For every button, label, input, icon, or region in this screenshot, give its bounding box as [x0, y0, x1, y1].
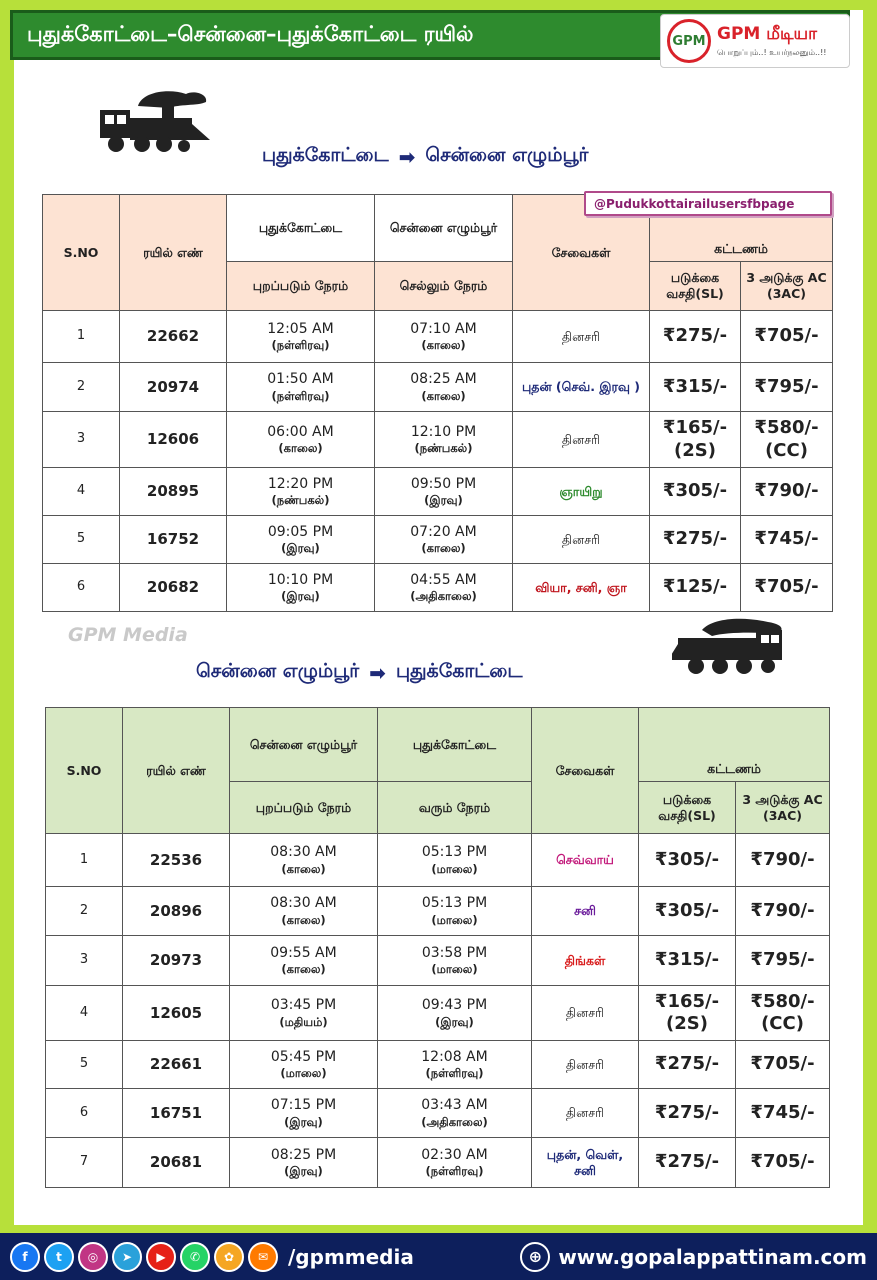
cell-departure — [230, 986, 378, 1041]
arrival-period: (மாலை) — [431, 962, 478, 977]
cell-fare-sl: ₹275/- — [650, 516, 741, 564]
table-row — [43, 311, 833, 363]
header-fare: கட்டணம் — [650, 195, 833, 262]
arrival-time: 05:13 PM — [421, 895, 488, 912]
arrival-time: 03:58 PM — [421, 944, 488, 961]
cell-fare-sl: ₹275/- — [639, 1089, 736, 1138]
header-station-from: சென்னை எழும்பூர் — [230, 708, 378, 782]
cell-fare-sl: ₹315/- — [650, 363, 741, 412]
cell-departure — [230, 936, 378, 986]
header-station-from: புதுக்கோட்டை — [227, 195, 375, 262]
instagram-icon[interactable]: ◎ — [78, 1242, 108, 1272]
header-departure-time: புறப்படும் நேரம் — [230, 782, 378, 834]
cell-sno: 2 — [46, 887, 123, 936]
header-fare-3ac: 3 அடுக்கு AC (3AC) — [741, 262, 833, 311]
table-row — [43, 516, 833, 564]
arrival-time: 04:55 AM — [410, 571, 477, 588]
cell-arrival — [378, 986, 532, 1041]
footer-bar — [0, 1233, 877, 1280]
arrival-period: (நள்ளிரவு) — [425, 1164, 484, 1179]
cell-fare-sl: ₹305/- — [650, 468, 741, 516]
arrival-period: (அதிகாலை) — [410, 589, 477, 604]
cell-arrival — [378, 887, 532, 936]
route-from: சென்னை எழும்பூர் — [196, 660, 360, 682]
arrival-time: 05:13 PM — [421, 844, 488, 861]
cell-services: தினசரி — [513, 412, 650, 468]
header-sno: S.NO — [46, 708, 123, 834]
departure-period: (மாலை) — [280, 1066, 327, 1081]
cell-sno: 5 — [43, 516, 120, 564]
arrival-time: 02:30 AM — [421, 1146, 488, 1163]
whatsapp-icon[interactable]: ✆ — [180, 1242, 210, 1272]
fb-page-handle-text: @Pudukkottairailusersfbpage — [594, 196, 795, 211]
cell-train-number: 22536 — [123, 834, 230, 887]
table-row — [46, 936, 830, 986]
arrival-period: (நள்ளிரவு) — [425, 1066, 484, 1081]
cell-departure — [230, 1041, 378, 1089]
header-station-to: புதுக்கோட்டை — [378, 708, 532, 782]
twitter-icon[interactable]: t — [44, 1242, 74, 1272]
arrow-right-icon: ➡ — [369, 660, 386, 685]
departure-period: (காலை) — [281, 962, 326, 977]
cell-sno: 1 — [46, 834, 123, 887]
cell-arrival — [378, 936, 532, 986]
route-from: புதுக்கோட்டை — [262, 144, 389, 166]
cell-fare-sl: ₹275/- — [639, 1041, 736, 1089]
departure-time: 03:45 PM — [270, 997, 337, 1014]
cell-services: தினசரி — [532, 986, 639, 1041]
arrival-period: (காலை) — [421, 541, 466, 556]
arrival-time: 12:10 PM — [410, 423, 477, 440]
cell-departure — [230, 834, 378, 887]
footer-website-text: www.gopalappattinam.com — [558, 1244, 867, 1269]
timetable-chennai-to-pudukkottai — [45, 707, 830, 1188]
table-row — [46, 986, 830, 1041]
cell-departure — [227, 311, 375, 363]
arrival-time: 08:25 AM — [410, 371, 477, 388]
cell-arrival — [375, 363, 513, 412]
departure-period: (நண்பகல்) — [271, 493, 330, 508]
cell-train-number: 22662 — [120, 311, 227, 363]
departure-time: 12:05 AM — [267, 320, 334, 337]
watermark: GPM Media — [68, 624, 188, 646]
departure-time: 08:30 AM — [270, 895, 337, 912]
cell-arrival — [378, 834, 532, 887]
cell-fare-sl: ₹165/- (2S) — [650, 412, 741, 468]
header-services: சேவைகள் — [532, 708, 639, 834]
header-fare-3ac: 3 அடுக்கு AC (3AC) — [736, 782, 830, 834]
arrival-time: 09:43 PM — [421, 997, 488, 1014]
header-train-no: ரயில் எண் — [123, 708, 230, 834]
cell-arrival — [375, 412, 513, 468]
cell-sno: 6 — [46, 1089, 123, 1138]
departure-period: (மதியம்) — [279, 1014, 328, 1029]
header-departure-time: புறப்படும் நேரம் — [227, 262, 375, 311]
cell-departure — [227, 412, 375, 468]
departure-period: (இரவு) — [281, 589, 320, 604]
table-row — [43, 468, 833, 516]
departure-time: 10:10 PM — [267, 571, 334, 588]
cell-arrival — [375, 311, 513, 363]
departure-period: (காலை) — [278, 441, 323, 456]
cell-arrival — [378, 1089, 532, 1138]
sharechat-icon[interactable]: ✿ — [214, 1242, 244, 1272]
departure-period: (நள்ளிரவு) — [271, 338, 330, 353]
departure-period: (இரவு) — [284, 1114, 323, 1129]
cell-services: புதன், வெள், சனி — [532, 1138, 639, 1188]
departure-period: (இரவு) — [284, 1164, 323, 1179]
arrival-period: (மாலை) — [431, 912, 478, 927]
cell-services: புதன் (செவ். இரவு ) — [513, 363, 650, 412]
arrival-period: (காலை) — [421, 388, 466, 403]
departure-period: (காலை) — [281, 861, 326, 876]
cell-fare-3ac: ₹790/- — [736, 834, 830, 887]
cell-train-number: 16752 — [120, 516, 227, 564]
header-services: சேவைகள் — [513, 195, 650, 311]
cell-sno: 1 — [43, 311, 120, 363]
cell-train-number: 20682 — [120, 564, 227, 612]
cell-services: வியா, சனி, ஞா — [513, 564, 650, 612]
cell-services: தினசரி — [532, 1089, 639, 1138]
page-title-text: புதுக்கோட்டை–சென்னை–புதுக்கோட்டை ரயில் — [27, 21, 474, 46]
cell-train-number: 20974 — [120, 363, 227, 412]
cell-arrival — [378, 1138, 532, 1188]
cell-fare-3ac: ₹705/- — [736, 1138, 830, 1188]
cell-services: ஞாயிறு — [513, 468, 650, 516]
message-icon[interactable]: ✉ — [248, 1242, 278, 1272]
cell-sno: 3 — [43, 412, 120, 468]
cell-fare-3ac: ₹790/- — [741, 468, 833, 516]
arrival-period: (நண்பகல்) — [414, 441, 473, 456]
arrival-time: 09:50 PM — [410, 475, 477, 492]
cell-fare-sl: ₹165/- (2S) — [639, 986, 736, 1041]
cell-departure — [230, 887, 378, 936]
cell-departure — [230, 1138, 378, 1188]
cell-fare-3ac: ₹795/- — [741, 363, 833, 412]
table-row — [43, 363, 833, 412]
cell-fare-3ac: ₹705/- — [741, 311, 833, 363]
cell-arrival — [375, 468, 513, 516]
cell-fare-sl: ₹275/- — [639, 1138, 736, 1188]
arrival-period: (மாலை) — [431, 861, 478, 876]
cell-services: செவ்வாய் — [532, 834, 639, 887]
cell-departure — [227, 363, 375, 412]
cell-train-number: 12606 — [120, 412, 227, 468]
footer-handle[interactable]: /gpmmedia — [288, 1244, 414, 1269]
departure-period: (இரவு) — [281, 541, 320, 556]
globe-icon: ⊕ — [520, 1242, 550, 1272]
arrow-right-icon: ➡ — [398, 144, 416, 169]
header-fare-sl: படுக்கை வசதி(SL) — [639, 782, 736, 834]
arrival-period: (இரவு) — [435, 1014, 474, 1029]
header-station-to: சென்னை எழும்பூர் — [375, 195, 513, 262]
cell-departure — [227, 468, 375, 516]
header-fare: கட்டணம் — [639, 708, 830, 782]
cell-sno: 5 — [46, 1041, 123, 1089]
cell-train-number: 20681 — [123, 1138, 230, 1188]
route-to: சென்னை எழும்பூர் — [425, 144, 589, 166]
cell-sno: 4 — [43, 468, 120, 516]
train-icon — [98, 88, 218, 158]
cell-train-number: 20895 — [120, 468, 227, 516]
cell-train-number: 20973 — [123, 936, 230, 986]
arrival-period: (இரவு) — [424, 493, 463, 508]
cell-sno: 3 — [46, 936, 123, 986]
cell-sno: 7 — [46, 1138, 123, 1188]
arrival-time: 03:43 AM — [421, 1097, 488, 1114]
logo-name: GPM மீடியா — [717, 24, 817, 44]
departure-time: 06:00 AM — [267, 423, 334, 440]
arrival-period: (காலை) — [421, 338, 466, 353]
cell-arrival — [375, 564, 513, 612]
cell-fare-3ac: ₹790/- — [736, 887, 830, 936]
arrival-time: 07:20 AM — [410, 523, 477, 540]
cell-fare-sl: ₹305/- — [639, 887, 736, 936]
table-row — [43, 412, 833, 468]
departure-time: 09:05 PM — [267, 523, 334, 540]
cell-services: திங்கள் — [532, 936, 639, 986]
cell-services: தினசரி — [513, 311, 650, 363]
footer-website[interactable] — [520, 1242, 867, 1272]
cell-sno: 6 — [43, 564, 120, 612]
route-title-2 — [196, 660, 523, 685]
departure-time: 08:30 AM — [270, 844, 337, 861]
telegram-icon[interactable]: ➤ — [112, 1242, 142, 1272]
header-arrival-time: செல்லும் நேரம் — [375, 262, 513, 311]
header-arrival-time: வரும் நேரம் — [378, 782, 532, 834]
departure-time: 09:55 AM — [270, 944, 337, 961]
train-icon — [672, 614, 792, 684]
cell-train-number: 12605 — [123, 986, 230, 1041]
header-sno: S.NO — [43, 195, 120, 311]
cell-fare-3ac: ₹580/- (CC) — [736, 986, 830, 1041]
fb-page-handle — [584, 191, 832, 216]
timetable-pudukkottai-to-chennai — [42, 194, 833, 612]
table-row — [46, 834, 830, 887]
table-row — [46, 1138, 830, 1188]
arrival-time: 12:08 AM — [421, 1048, 488, 1065]
departure-time: 01:50 AM — [267, 371, 334, 388]
departure-period: (நள்ளிரவு) — [271, 388, 330, 403]
departure-period: (காலை) — [281, 912, 326, 927]
header-fare-sl: படுக்கை வசதி(SL) — [650, 262, 741, 311]
cell-train-number: 20896 — [123, 887, 230, 936]
cell-departure — [230, 1089, 378, 1138]
cell-services: தினசரி — [513, 516, 650, 564]
cell-fare-3ac: ₹705/- — [741, 564, 833, 612]
cell-fare-sl: ₹125/- — [650, 564, 741, 612]
cell-fare-sl: ₹305/- — [639, 834, 736, 887]
cell-train-number: 22661 — [123, 1041, 230, 1089]
cell-arrival — [378, 1041, 532, 1089]
social-icons — [10, 1242, 282, 1272]
departure-time: 05:45 PM — [270, 1048, 337, 1065]
arrival-time: 07:10 AM — [410, 320, 477, 337]
header-train-no: ரயில் எண் — [120, 195, 227, 311]
cell-fare-3ac: ₹745/- — [741, 516, 833, 564]
cell-arrival — [375, 516, 513, 564]
route-to: புதுக்கோட்டை — [395, 660, 523, 682]
arrival-period: (அதிகாலை) — [421, 1114, 488, 1129]
cell-services: தினசரி — [532, 1041, 639, 1089]
route-title-1 — [262, 144, 589, 169]
cell-sno: 2 — [43, 363, 120, 412]
table-row — [46, 1089, 830, 1138]
logo-tagline: பொறுப்பும்..! உயர்நலனும்..!! — [717, 48, 827, 57]
departure-time: 07:15 PM — [270, 1097, 337, 1114]
table-row — [46, 887, 830, 936]
cell-train-number: 16751 — [123, 1089, 230, 1138]
cell-fare-3ac: ₹795/- — [736, 936, 830, 986]
cell-departure — [227, 564, 375, 612]
cell-departure — [227, 516, 375, 564]
cell-fare-sl: ₹315/- — [639, 936, 736, 986]
cell-fare-3ac: ₹705/- — [736, 1041, 830, 1089]
cell-services: சனி — [532, 887, 639, 936]
table-row — [46, 1041, 830, 1089]
cell-fare-sl: ₹275/- — [650, 311, 741, 363]
gpm-logo-mark: GPM — [667, 19, 711, 63]
facebook-icon[interactable]: f — [10, 1242, 40, 1272]
youtube-icon[interactable]: ▶ — [146, 1242, 176, 1272]
departure-time: 12:20 PM — [267, 475, 334, 492]
cell-fare-3ac: ₹580/- (CC) — [741, 412, 833, 468]
cell-fare-3ac: ₹745/- — [736, 1089, 830, 1138]
table-row — [43, 564, 833, 612]
cell-sno: 4 — [46, 986, 123, 1041]
departure-time: 08:25 PM — [270, 1146, 337, 1163]
gpm-logo — [660, 14, 850, 68]
